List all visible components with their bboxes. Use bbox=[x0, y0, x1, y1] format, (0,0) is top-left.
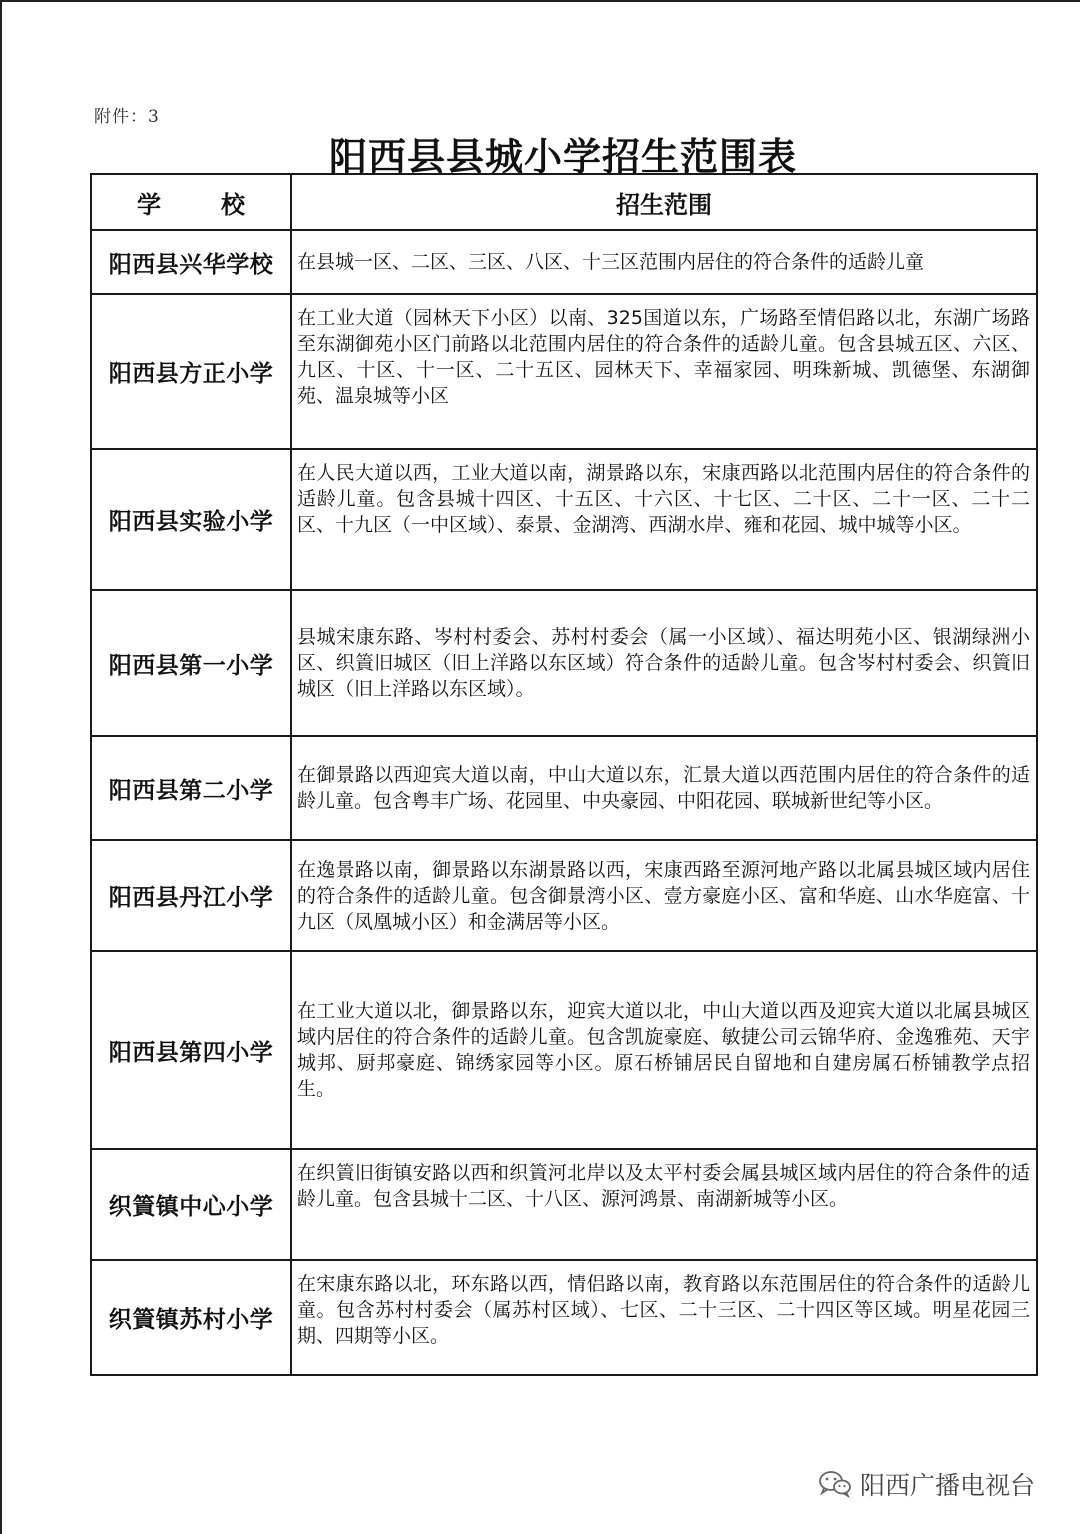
watermark bbox=[818, 1466, 1035, 1502]
school-name: 阳西县实验小学 bbox=[91, 449, 291, 590]
school-name: 阳西县第四小学 bbox=[91, 951, 291, 1149]
enrollment-range: 在宋康东路以北，环东路以西，情侣路以南，教育路以东范围居住的符合条件的适龄儿童。包含苏村村委会（属苏村区域）、七区、二十三区、二十四区等区域。明星花园三期、四期等小区。 bbox=[291, 1260, 1037, 1375]
school-name: 织篢镇苏村小学 bbox=[91, 1260, 291, 1375]
school-name: 织篢镇中心小学 bbox=[91, 1149, 291, 1260]
school-name: 阳西县第一小学 bbox=[91, 590, 291, 736]
enrollment-table bbox=[90, 173, 1038, 1376]
enrollment-range: 在御景路以西迎宾大道以南，中山大道以东，汇景大道以西范围内居住的符合条件的适龄儿童。包含粤丰广场、花园里、中央豪园、中阳花园、联城新世纪等小区。 bbox=[291, 736, 1037, 840]
enrollment-range: 在人民大道以西，工业大道以南，湖景路以东，宋康西路以北范围内居住的符合条件的适龄儿童。包含县城十四区、十五区、十六区、十七区、二十区、二十一区、二十二区、十九区（一中区域）、泰景、金湖湾、西湖水岸、雍和花园、城中城等小区。 bbox=[291, 449, 1037, 590]
header-school-left: 学 bbox=[137, 190, 161, 219]
school-name: 阳西县丹江小学 bbox=[91, 840, 291, 951]
table-row bbox=[91, 230, 1037, 294]
table-row bbox=[91, 1260, 1037, 1375]
wechat-icon bbox=[818, 1470, 852, 1498]
table-row bbox=[91, 840, 1037, 951]
school-name: 阳西县兴华学校 bbox=[91, 230, 291, 294]
school-name: 阳西县方正小学 bbox=[91, 294, 291, 449]
attachment-label: 附件：3 bbox=[94, 107, 160, 127]
enrollment-range: 在工业大道（园林天下小区）以南、325国道以东，广场路至情侣路以北，东湖广场路至东湖御苑小区门前路以北范围内居住的符合条件的适龄儿童。包含县城五区、六区、九区、十区、十一区、二十五区、园林天下、幸福家园、明珠新城、凯德堡、东湖御苑、温泉城等小区 bbox=[291, 294, 1037, 449]
table-row bbox=[91, 590, 1037, 736]
table-header-row bbox=[91, 174, 1037, 230]
enrollment-range: 在逸景路以南，御景路以东湖景路以西，宋康西路至源河地产路以北属县城区域内居住的符合条件的适龄儿童。包含御景湾小区、壹方豪庭小区、富和华庭、山水华庭富、十九区（凤凰城小区）和金满居等小区。 bbox=[291, 840, 1037, 951]
page-title: 阳西县县城小学招生范围表 bbox=[328, 134, 797, 179]
table-row bbox=[91, 294, 1037, 449]
frame-top-border bbox=[0, 0, 1080, 2]
header-range: 招生范围 bbox=[291, 174, 1037, 230]
enrollment-range: 在县城一区、二区、三区、八区、十三区范围内居住的符合条件的适龄儿童 bbox=[291, 230, 1037, 294]
table-row bbox=[91, 1149, 1037, 1260]
table-row bbox=[91, 449, 1037, 590]
enrollment-range: 在织篢旧街镇安路以西和织篢河北岸以及太平村委会属县城区域内居住的符合条件的适龄儿童。包含县城十二区、十八区、源河鸿景、南湖新城等小区。 bbox=[291, 1149, 1037, 1260]
school-name: 阳西县第二小学 bbox=[91, 736, 291, 840]
frame-left-border bbox=[0, 0, 2, 1534]
header-school bbox=[91, 174, 291, 230]
enrollment-range: 县城宋康东路、岑村村委会、苏村村委会（属一小区域）、福达明苑小区、银湖绿洲小区、织篢旧城区（旧上洋路以东区域）符合条件的适龄儿童。包含岑村村委会、织篢旧城区（旧上洋路以东区域）。 bbox=[291, 590, 1037, 736]
enrollment-range: 在工业大道以北，御景路以东，迎宾大道以北，中山大道以西及迎宾大道以北属县城区域内居住的符合条件的适龄儿童。包含凯旋豪庭、敏捷公司云锦华府、金逸雅苑、天宇城邦、厨邦豪庭、锦绣家园等小区。原石桥铺居民自留地和自建房属石桥铺教学点招生。 bbox=[291, 951, 1037, 1149]
header-school-right: 校 bbox=[221, 190, 245, 219]
table-row bbox=[91, 951, 1037, 1149]
table-row bbox=[91, 736, 1037, 840]
watermark-text: 阳西广播电视台 bbox=[860, 1471, 1036, 1500]
